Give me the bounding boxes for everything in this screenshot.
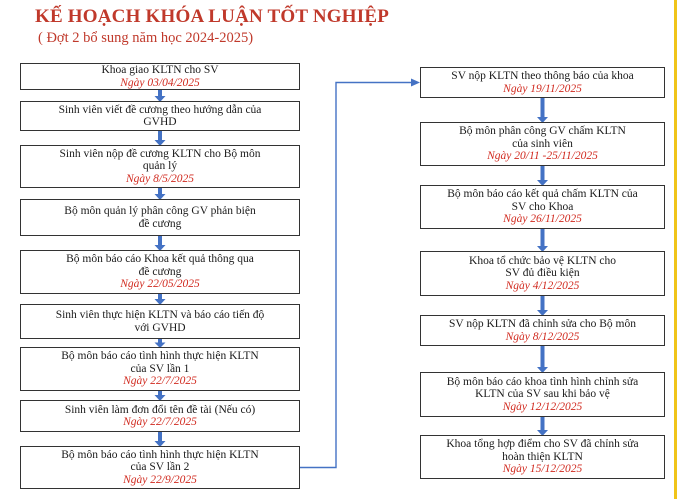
right-down-arrow-5	[537, 345, 548, 373]
left-step-4	[20, 199, 300, 236]
left-step-5	[20, 250, 300, 294]
right-down-arrow-3	[537, 228, 548, 252]
step-text-line: của SV lần 1	[130, 362, 190, 375]
right-step-7	[420, 435, 665, 479]
right-step-4	[420, 251, 665, 296]
step-date: Ngày 26/11/2025	[503, 213, 582, 226]
step-text-line: Sinh viên làm đơn đổi tên đề tài (Nếu có)	[64, 403, 256, 416]
step-date: Ngày 12/12/2025	[502, 400, 583, 413]
step-date: Ngày 22/7/2025	[123, 416, 197, 428]
left-down-arrow-2	[155, 130, 166, 146]
step-date: Ngày 03/04/2025	[120, 76, 200, 89]
step-date: Ngày 20/11 -25/11/2025	[487, 150, 598, 163]
left-step-7	[20, 347, 300, 391]
step-text-line: quản lý	[142, 160, 178, 173]
step-text-line: Khoa tổ chức bảo vệ KLTN cho	[469, 254, 616, 267]
right-down-arrow-6	[537, 416, 548, 436]
left-step-6	[20, 304, 300, 339]
left-step-1	[20, 63, 300, 90]
step-text-line: Sinh viên viết đề cương theo hướng dẫn của	[58, 103, 262, 116]
left-step-9	[20, 446, 300, 489]
step-text-line: Bộ môn báo cáo khoa tình hình chỉnh sửa	[446, 375, 639, 388]
step-text-line: Bộ môn phân công GV chấm KLTN	[459, 125, 626, 138]
step-date: Ngày 22/9/2025	[123, 473, 197, 486]
step-text-line: Bộ môn báo cáo tình hình thực hiện KLTN	[61, 350, 259, 363]
right-step-6	[420, 372, 665, 417]
step-text-line: Bộ môn báo cáo Khoa kết quả thông qua	[66, 253, 254, 266]
step-text-line: SV nộp KLTN đã chỉnh sửa cho Bộ môn	[448, 318, 637, 330]
step-text-line: KLTN của SV sau khi bảo vệ	[475, 388, 610, 401]
step-date: Ngày 4/12/2025	[505, 279, 580, 292]
step-text-line: hoàn thiện KLTN	[502, 450, 583, 463]
left-down-arrow-4	[155, 235, 166, 251]
step-date: Ngày 8/12/2025	[505, 330, 580, 343]
step-date: Ngày 19/11/2025	[503, 82, 582, 95]
right-step-1	[420, 67, 665, 98]
step-text-line: Bộ môn báo cáo tình hình thực hiện KLTN	[61, 448, 259, 461]
right-step-5	[420, 315, 665, 346]
step-date: Ngày 22/05/2025	[120, 278, 200, 291]
step-date: Ngày 22/7/2025	[123, 375, 197, 388]
page-subtitle: ( Đợt 2 bổ sung năm học 2024-2025)	[38, 30, 254, 46]
left-step-3	[20, 145, 300, 188]
step-date: Ngày 15/12/2025	[502, 463, 583, 476]
right-down-arrow-2	[537, 165, 548, 186]
step-text-line: của sinh viên	[512, 137, 573, 150]
step-text-line: SV đủ điều kiện	[505, 267, 580, 280]
right-down-arrow-4	[537, 295, 548, 316]
step-text-line: với GVHD	[134, 321, 186, 334]
step-text-line: Sinh viên thực hiện KLTN và báo cáo tiến độ	[55, 309, 265, 321]
left-step-8	[20, 400, 300, 432]
left-down-arrow-8	[155, 431, 166, 447]
step-text-line: Khoa giao KLTN cho SV	[101, 64, 219, 76]
step-text-line: Bộ môn quản lý phân công GV phản biện	[64, 205, 256, 217]
step-date: Ngày 8/5/2025	[125, 172, 195, 185]
step-text-line: Khoa tổng hợp điểm cho SV đã chỉnh sửa	[446, 438, 639, 451]
right-step-3	[420, 185, 665, 229]
step-text-line: đề cương	[138, 217, 182, 230]
right-step-2	[420, 122, 665, 166]
step-text-line: Bộ môn báo cáo kết quả chấm KLTN của	[447, 188, 638, 201]
step-text-line: SV cho Khoa	[511, 200, 574, 213]
connector-arrow	[300, 79, 420, 468]
left-step-2	[20, 101, 300, 131]
right-down-arrow-1	[537, 97, 548, 123]
step-text-line: SV nộp KLTN theo thông báo của khoa	[451, 70, 634, 82]
step-text-line: Sinh viên nộp đề cương KLTN cho Bộ môn	[59, 147, 261, 160]
step-text-line: của SV lần 2	[130, 461, 190, 474]
step-text-line: GVHD	[143, 116, 177, 128]
step-text-line: đề cương	[138, 265, 182, 278]
page-title: KẾ HOẠCH KHÓA LUẬN TỐT NGHIỆP	[35, 6, 390, 27]
